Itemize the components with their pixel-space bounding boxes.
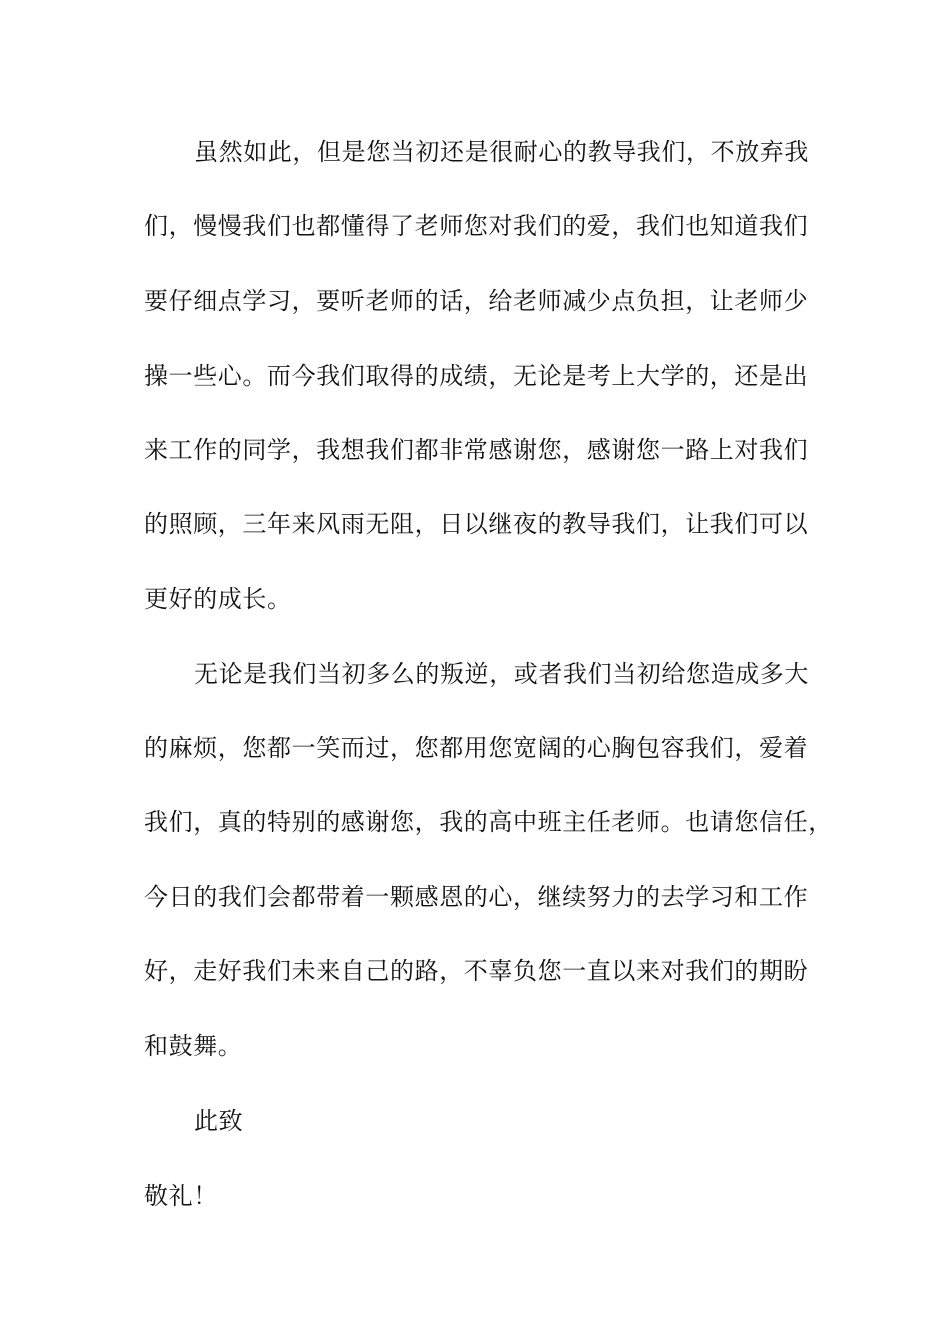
paragraph-line: 的麻烦，您都一笑而过，您都用您宽阔的心胸包容我们，爱着	[144, 734, 809, 762]
paragraph-line: 虽然如此，但是您当初还是很耐心的教导我们，不放弃我	[194, 138, 809, 166]
paragraph-line: 来工作的同学，我想我们都非常感谢您，感谢您一路上对我们	[144, 436, 809, 464]
paragraph-line: 要仔细点学习，要听老师的话，给老师减少点负担，让老师少	[144, 287, 809, 315]
paragraph-line: 更好的成长。	[144, 585, 292, 613]
paragraph-line: 我们，真的特别的感谢您，我的高中班主任老师。也请您信任，	[144, 808, 833, 836]
paragraph-line: 好，走好我们未来自己的路，不辜负您一直以来对我们的期盼	[144, 957, 809, 985]
paragraph-line: 们，慢慢我们也都懂得了老师您对我们的爱，我们也知道我们	[144, 212, 809, 240]
paragraph-line: 和鼓舞。	[144, 1032, 243, 1060]
paragraph-line: 的照顾，三年来风雨无阻，日以继夜的教导我们，让我们可以	[144, 510, 809, 538]
closing-text: 此致	[194, 1107, 244, 1135]
paragraph-line: 今日的我们会都带着一颗感恩的心，继续努力的去学习和工作	[144, 883, 809, 911]
paragraph-line: 无论是我们当初多么的叛逆，或者我们当初给您造成多大	[194, 660, 809, 688]
paragraph-line: 操一些心。而今我们取得的成绩，无论是考上大学的，还是出	[144, 362, 809, 390]
salutation-text: 敬礼！	[144, 1182, 218, 1210]
